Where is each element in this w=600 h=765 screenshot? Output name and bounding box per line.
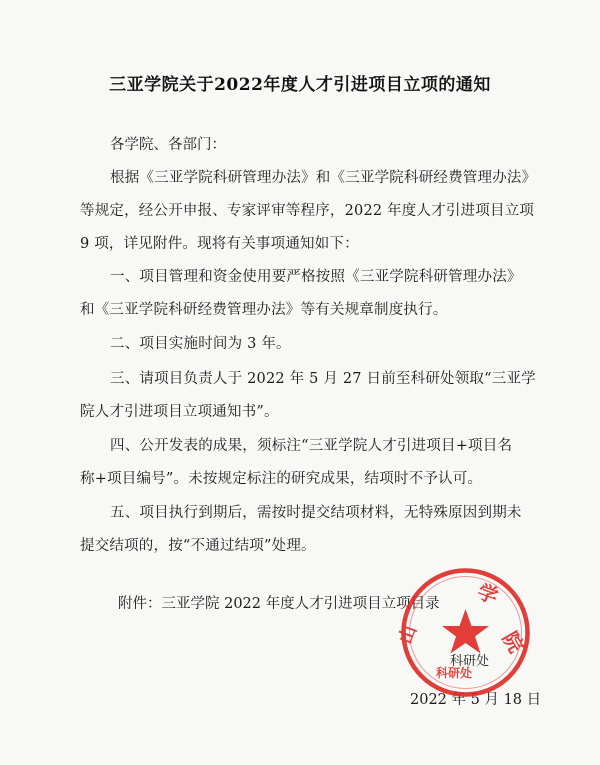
body-line: 根据《三亚学院科研管理办法》和《三亚学院科研经费管理办法》 (110, 170, 537, 186)
body-line: 二、项目实施时间为 3 年。 (110, 336, 291, 352)
seal-char-bottom: 科研处 (436, 666, 473, 680)
body-line: 和《三亚学院科研经费管理办法》等有关规章制度执行。 (80, 302, 448, 318)
body-line: 三、请项目负责人于 2022 年 5 月 27 日前至科研处领取“三亚学 (110, 371, 536, 387)
issuing-office: 科研处 (450, 654, 490, 669)
official-seal-stamp (394, 565, 533, 700)
salutation: 各学院、各部门： (110, 137, 226, 153)
seal-char-right: 院 (497, 627, 529, 657)
attachment-line: 附件：三亚学院 2022 年度人才引进项目立项目录 (118, 596, 440, 612)
body-line: 四、公开发表的成果，须标注“三亚学院人才引进项目+项目名 (110, 438, 513, 454)
seal-star-icon (442, 609, 489, 654)
document-title: 三亚学院关于2022年度人才引进项目立项的通知 (109, 75, 491, 95)
body-line: 院人才引进项目立项通知书”。 (80, 404, 279, 420)
seal-char-top: 学 (474, 579, 502, 609)
body-line: 称+项目编号”。未按规定标注的研究成果，结项时不予认可。 (80, 471, 483, 487)
body-line: 提交结项的，按“不通过结项”处理。 (80, 538, 316, 554)
body-line: 一、项目管理和资金使用要严格按照《三亚学院科研管理办法》 (110, 269, 522, 285)
body-line: 五、项目执行到期后，需按时提交结项材料，无特殊原因到期未 (110, 505, 522, 521)
seal-char-left: 山 (394, 622, 421, 647)
issue-date: 2022 年 5 月 18 日 (410, 692, 542, 708)
body-line: 9 项，详见附件。现将有关事项通知如下： (80, 236, 359, 252)
body-line: 等规定，经公开申报、专家评审等程序，2022 年度人才引进项目立项 (80, 203, 535, 219)
